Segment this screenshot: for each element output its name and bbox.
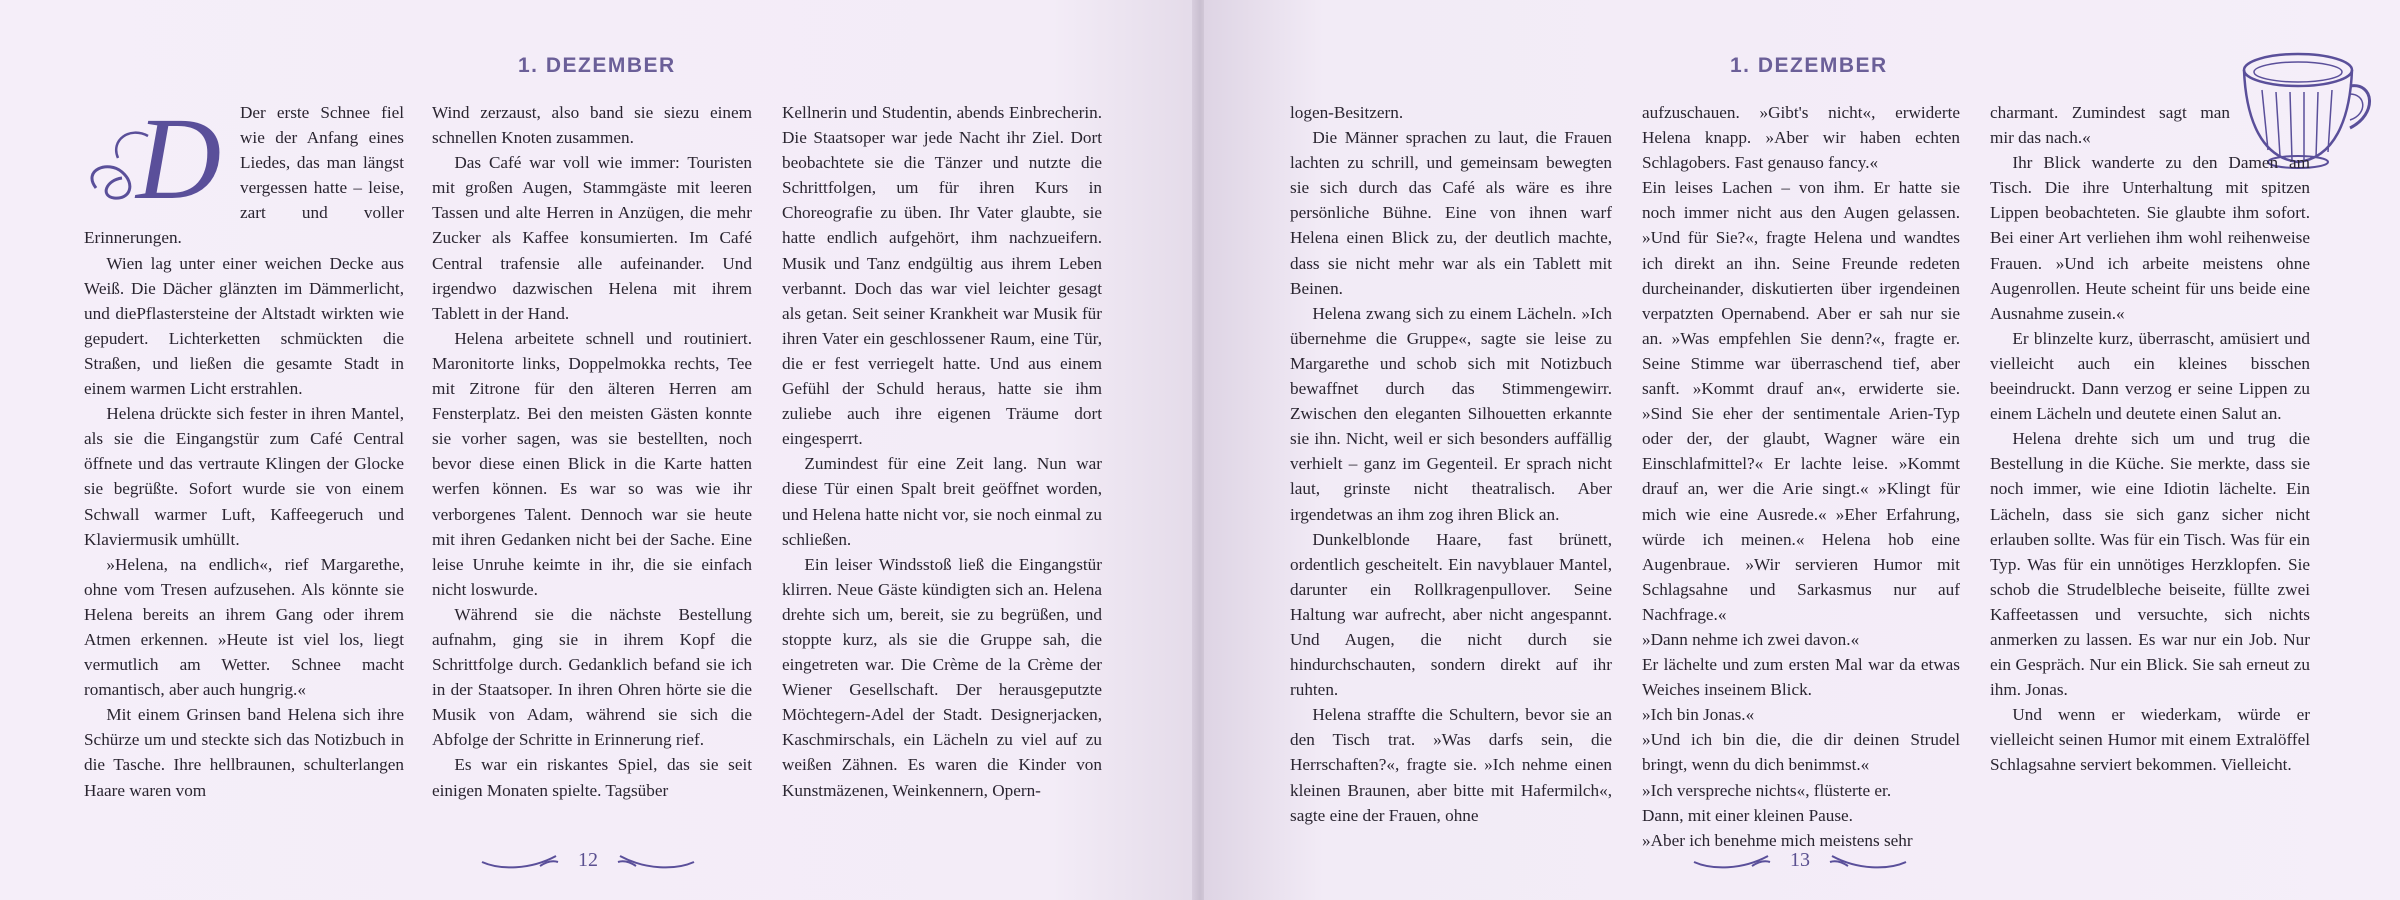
- left-page: [0, 0, 1196, 900]
- drop-cap-ornament: [78, 100, 228, 215]
- right-chapter-heading: 1. DEZEMBER: [1730, 54, 1888, 77]
- paragraph: Wien lag unter einer weichen Decke aus Weiß. Die Dächer glänzten im Dämmerlicht, und diePflastersteine der Altstadt wirkten wie gepudert. Lichterketten schmückten die Straßen, und ließen die gesamte Stadt in einem warmen Licht erstrahlen.: [84, 253, 404, 399]
- paragraph: Ein leiser Windsstoß ließ die Eingangstür klirren. Neue Gäste kündigten sich an. Helena drehte sich um, bereit, sie zu begrüßen, und stoppte kurz, als sie die Gruppe sah, die eingetreten war. Die Crème de la Crème der Wiener Gesellschaft. Der herausgeputzte Möchtegern-Adel der Stadt. Designerjacken, Kaschmirschals, ein Lächeln zu viel auf zu weißen Zähnen. Es waren die Kinder von Kunstmäzenen, Weinkennern, Opern-: [782, 554, 1102, 800]
- paragraph: Dunkelblonde Haare, fast brünett, ordentlich gescheitelt. Ein navyblauer Mantel, darunter ein Rollkragenpullover. Seine Haltung war aufrecht, aber nicht angespannt. Und Augen, die nicht durch sie hindurchschauten, sondern direkt auf ihr ruhten.: [1290, 529, 1612, 700]
- right-flourish-icon: [616, 848, 696, 872]
- paragraph: Dann, mit einer kleinen Pause.: [1642, 805, 1853, 825]
- paragraph: Helena drückte sich fester in ihren Mantel, als sie die Eingangstür zum Café Central öffnete und das vertraute Klingen der Glocke sie begrüßte. Sofort wurde sie von einem Schwall warmer Luft, Kaffeegeruch und Klaviermusik umhüllt.: [84, 404, 404, 549]
- page-number: 13: [1790, 848, 1810, 871]
- left-chapter-heading: 1. DEZEMBER: [518, 54, 676, 77]
- paragraph: Kellnerin und Studentin, abends Einbrecherin. Die Staatsoper war jede Nacht ihr Ziel. Dort beobachtete sie die Tänzer und nutzte die Schrittfolgen, um für ihren Kurs in Choreografie zu üben. Ihr Vater glaubte, sie hatte endlich aufgehört, ihm nachzueifern. Musik und Tanz endgültig aus ihrem Leben verbannt. Doch das war viel leichter gesagt als getan. Seit seiner Krankheit war Musik für ihren Vater ein geschlossener Raum, eine Tür, die er fest verriegelt hatte. Und aus einem Gefühl der Schuld heraus, hatte sie ihm zuliebe auch ihre eigenen Träume dort eingesperrt.: [782, 103, 1102, 449]
- paragraph: »Und ich bin die, die dir deinen Strudel bringt, wenn du dich benimmst.«: [1642, 730, 1960, 775]
- paragraph: Helena drehte sich um und trug die Bestellung in die Küche. Sie merkte, dass sie noch immer, wie eine Idiotin lächelte. Ein Lächeln, dass sie sich ganz sicher nicht erlauben sollte. Was für ein Tisch. Was für ein Typ. Was für ein unnötiges Herzklopfen. Sie schob die Strudelbleche beiseite, füllte zwei Kaffeetassen und versuchte, sich nichts anmerken zu lassen. Es war nur ein Job. Nur ein Gespräch. Nur ein Blick. Sie sah erneut zu ihm. Jonas.: [1990, 429, 2310, 700]
- paragraph: Wind zerzaust, also band sie siezu einem schnellen Knoten zusammen.: [432, 103, 752, 148]
- paragraph: charmant. Zumindest sagt man mir das nach.«: [1990, 103, 2230, 148]
- paragraph: Helena zwang sich zu einem Lächeln. »Ich übernehme die Gruppe«, sagte sie leise zu Margarethe und schob sich mit Notizbuch bewaffnet durch das Stimmengewirr. Zwischen den eleganten Silhouetten erkannte sie ihn. Nicht, weil er sich besonders auffällig verhielt – ganz im Gegenteil. Er sprach nicht laut, grinste nicht theatralisch. Aber irgendetwas an ihm zog ihren Blick an.: [1290, 303, 1612, 524]
- left-column-1: [84, 100, 404, 803]
- drop-cap-letter: D: [136, 100, 222, 215]
- paragraph: Es war ein riskantes Spiel, das sie seit einigen Monaten spielte. Tagsüber: [432, 755, 752, 800]
- paragraph: Ihr Blick wanderte zu den Damen am Tisch. Die ihre Unterhaltung mit spitzen Lippen beobachteten. Sie glaubte ihm sofort. Bei einer Art verliehen ihm wohl reihenweise Frauen. »Und ich arbeite meistens ohne Augenrollen. Heute scheint für uns beide eine Ausnahme zusein.«: [1990, 153, 2310, 323]
- paragraph: Das Café war voll wie immer: Touristen mit großen Augen, Stammgäste mit leeren Tassen und alte Herren in Anzügen, die mehr Zucker als Kaffee konsumierten. Im Café Central trafensie alle aufeinander. Und irgendwo dazwischen Helena mit ihrem Tablett in der Hand.: [432, 153, 752, 323]
- left-flourish-icon: [1692, 848, 1772, 872]
- paragraph: »Ich bin Jonas.«: [1642, 705, 1755, 725]
- paragraph: Zumindest für eine Zeit lang. Nun war diese Tür einen Spalt breit geöffnet worden, und Helena hatte nicht vor, sie noch einmal zu schließen.: [782, 454, 1102, 549]
- paragraph: »Aber ich benehme mich meistens sehr: [1642, 830, 1913, 850]
- paragraph: Mit einem Grinsen band Helena sich ihre Schürze um und steckte sich das Notizbuch in die Tasche. Ihre hellbraunen, schulterlangen Haare waren vom: [84, 705, 404, 800]
- paragraph: Er blinzelte kurz, überrascht, amüsiert und vielleicht auch ein kleines bisschen beeindruckt. Dann verzog er seine Lippen zu einem Lächeln und deutete einen Salut an.: [1990, 328, 2310, 424]
- page-number: 12: [578, 848, 598, 871]
- paragraph: Helena arbeitete schnell und routiniert. Maronitorte links, Doppelmokka rechts, Tee mit Zitrone für den älteren Herren am Fensterplatz. Bei den meisten Gästen konnte sie vorher sagen, was sie bestellten, noch bevor diese einen Blick in die Karte hatten werfen können. Es war so was wie ihr verborgenes Talent. Dennoch war sie heute mit ihren Gedanken nicht bei der Sache. Eine leise Unruhe keimte in ihr, die sie einfach nicht loswurde.: [432, 328, 752, 599]
- right-column-1: [1290, 100, 1612, 828]
- paragraph: Helena straffte die Schultern, bevor sie an den Tisch trat. »Was darfs sein, die Herrschaften?«, fragte sie. »Ich nehme einen kleinen Braunen, aber bitte mit Hafermilch«, sagte eine der Frauen, ohne: [1290, 705, 1612, 825]
- right-column-3: [1990, 100, 2310, 778]
- paragraph: »Ich verspreche nichts«, flüsterte er.: [1642, 780, 1892, 800]
- paragraph: Und wenn er wiederkam, würde er vielleicht seinen Humor mit einem Extralöffel Schlagsahne serviert bekommen. Vielleicht.: [1990, 705, 2310, 775]
- paragraph: Die Männer sprachen zu laut, die Frauen lachten zu schrill, und gemeinsam bewegten sie sich durch das Café als wäre es ihre persönliche Bühne. Eine von ihnen warf Helena einen Blick zu, der deutlich machte, dass sie nicht mehr war als ein Tablett mit Beinen.: [1290, 128, 1612, 298]
- paragraph: Ein leises Lachen – von ihm. Er hatte sie noch immer nicht aus den Augen gelassen. »Und für Sie?«, fragte Helena und wandtes ich direkt an ihn. Seine Freunde redeten durcheinander, diskutierten über irgendeinen verpatzten Opernabend. Aber er sah nur sie an. »Was empfehlen Sie denn?«, fragte er. Seine Stimme war überraschend tief, aber sanft. »Kommt drauf an«, erwiderte sie. »Sind Sie eher der sentimentale Arien-Typ oder der, der glaubt, Wagner wäre ein Einschlafmittel?« Er lachte leise. »Kommt drauf an, wer die Arie singt.« »Klingt für mich wie eine Ausrede.« »Eher Erfahrung, würde ich meinen.« Helena hob eine Augenbraue. »Wir servieren Humor mit Schlagsahne und Sarkasmus nur auf Nachfrage.«: [1642, 178, 1960, 624]
- paragraph: logen-Besitzern.: [1290, 103, 1404, 122]
- right-page-footer: [1692, 848, 1908, 872]
- paragraph: Während sie die nächste Bestellung aufnahm, ging sie in ihrem Kopf die Schrittfolge durch. Gedanklich befand sie ich in der Staatsoper. In ihren Ohren hörte sie die Musik von Adam, während sie sich die Abfolge der Schritte in Erinnerung rief.: [432, 604, 752, 750]
- right-column-2: [1642, 100, 1960, 853]
- left-page-footer: [480, 848, 696, 872]
- right-flourish-icon: [1828, 848, 1908, 872]
- right-page: [1204, 0, 2400, 900]
- paragraph: aufzuschauen. »Gibt's nicht«, erwiderte Helena knapp. »Aber wir haben echten Schlagobers. Fast genauso fancy.«: [1642, 103, 1960, 173]
- left-column-2: [432, 100, 752, 803]
- paragraph: »Dann nehme ich zwei davon.«: [1642, 629, 1860, 649]
- paragraph: »Helena, na endlich«, rief Margarethe, ohne vom Tresen aufzusehen. Als könnte sie Helena bereits an ihrem Gang oder ihrem Atmen erkennen. »Heute ist viel los, liegt vermutlich am Wetter. Schnee macht romantisch, aber auch hungrig.«: [84, 554, 404, 700]
- paragraph: Der erste Schnee fiel wie der Anfang eines Liedes, das man längst vergessen hatte – leise, zart und voller Erinnerungen.: [84, 103, 404, 248]
- left-column-3: [782, 100, 1102, 803]
- paragraph: Er lächelte und zum ersten Mal war da etwas Weiches inseinem Blick.: [1642, 655, 1960, 700]
- left-flourish-icon: [480, 848, 560, 872]
